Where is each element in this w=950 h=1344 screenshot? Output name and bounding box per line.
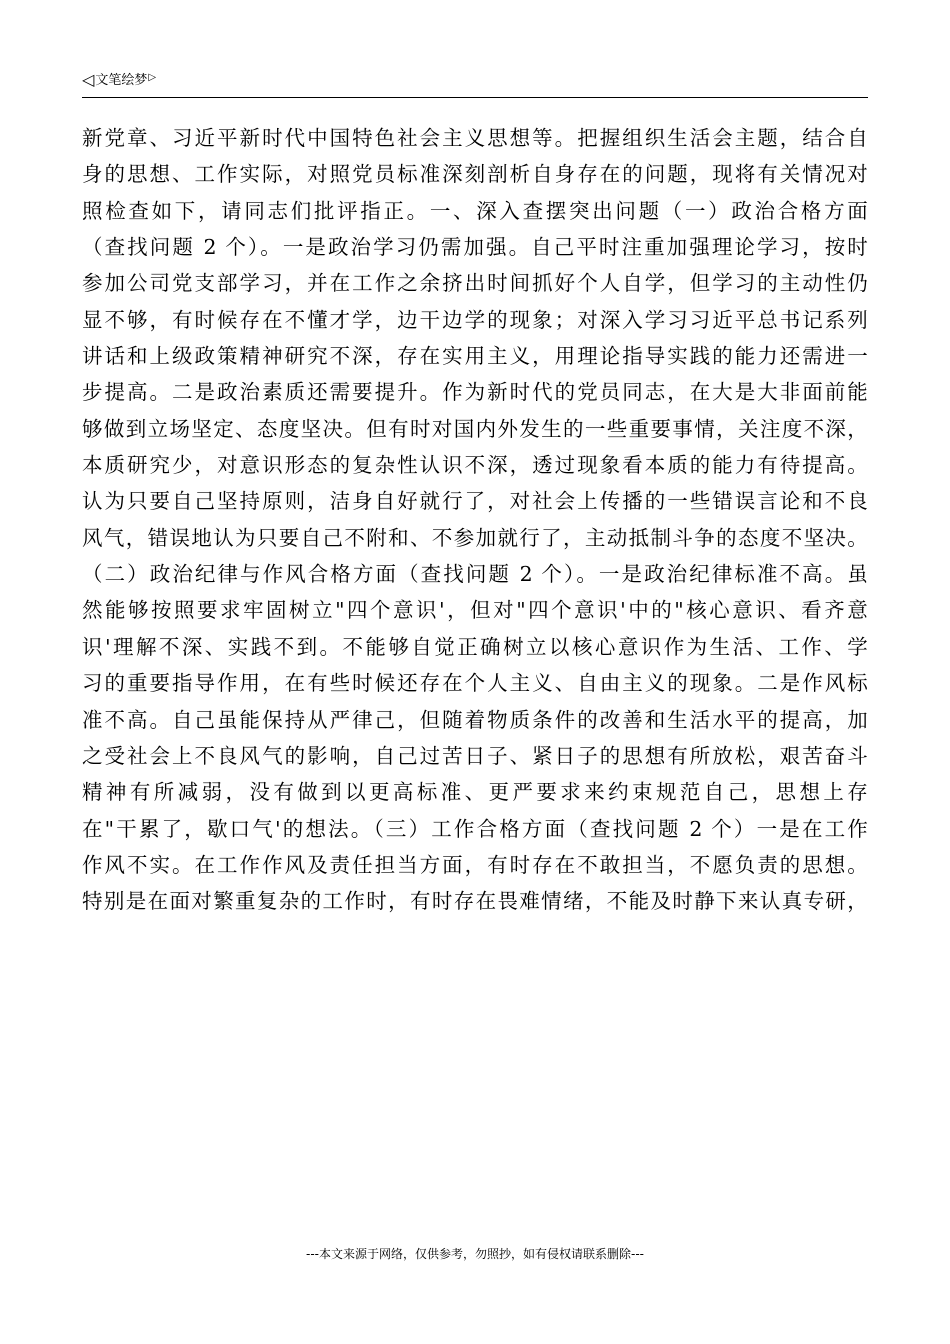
body-line: 之受社会上不良风气的影响，自己过苦日子、紧日子的思想有所放松，艰苦奋斗 (82, 743, 868, 768)
page-footer-disclaimer: ---本文来源于网络，仅供参考，勿照抄，如有侵权请联系删除--- (306, 1247, 644, 1261)
body-line: 准不高。自己虽能保持从严律己，但随着物质条件的改善和生活水平的提高，加 (82, 707, 868, 732)
right-triangle-icon: ▷ (148, 72, 157, 83)
body-line: 特别是在面对繁重复杂的工作时，有时存在畏难情绪，不能及时静下来认真专研， (82, 889, 868, 914)
body-line: （查找问题 2 个）。一是政治学习仍需加强。自己平时注重加强理论学习，按时 (82, 235, 868, 260)
body-line: 参加公司党支部学习，并在工作之余挤出时间抓好个人自学，但学习的主动性仍 (82, 271, 868, 296)
body-line: 够做到立场坚定、态度坚决。但有时对国内外发生的一些重要事情，关注度不深， (82, 416, 868, 441)
header-title: 文笔绘梦 (95, 73, 148, 88)
body-line: 精神有所减弱，没有做到以更高标准、更严要求来约束规范自己，思想上存 (82, 780, 868, 805)
body-line: 新党章、习近平新时代中国特色社会主义思想等。把握组织生活会主题，结合自 (82, 126, 868, 150)
body-line: （二）政治纪律与作风合格方面（查找问题 2 个）。一是政治纪律标准不高。虽 (82, 562, 868, 587)
body-line: 身的思想、工作实际，对照党员标准深刻剖析自身存在的问题，现将有关情况对 (82, 162, 868, 187)
body-line: 本质研究少，对意识形态的复杂性认识不深，透过现象看本质的能力有待提高。 (82, 453, 868, 478)
body-line: 然能够按照要求牢固树立"四个意识'，但对"四个意识'中的"核心意识、看齐意 (82, 598, 868, 623)
body-line: 显不够，有时候存在不懂才学，边干边学的现象；对深入学习习近平总书记系列 (82, 307, 868, 332)
body-line: 风气，错误地认为只要自己不附和、不参加就行了，主动抵制斗争的态度不坚决。 (82, 525, 868, 550)
left-triangle-icon: ◁ (82, 70, 95, 89)
body-line: 步提高。二是政治素质还需要提升。作为新时代的党员同志，在大是大非面前能 (82, 380, 868, 405)
body-line: 识'理解不深、实践不到。不能够自觉正确树立以核心意识作为生活、工作、学 (82, 634, 868, 659)
body-line: 作风不实。在工作作风及责任担当方面，有时存在不敢担当，不愿负责的思想。 (82, 852, 868, 877)
body-line: 习的重要指导作用，在有些时候还存在个人主义、自由主义的现象。二是作风标 (82, 671, 868, 696)
body-line: 认为只要自己坚持原则，洁身自好就行了，对社会上传播的一些错误言论和不良 (82, 489, 868, 514)
document-body (82, 120, 868, 920)
body-line: 在"干累了，歇口气'的想法。（三）工作合格方面（查找问题 2 个）一是在工作 (82, 816, 868, 841)
body-line: 照检查如下，请同志们批评指正。一、深入查摆突出问题（一）政治合格方面 (82, 198, 868, 223)
page-header (82, 72, 868, 98)
body-line: 讲话和上级政策精神研究不深，存在实用主义，用理论指导实践的能力还需进一 (82, 344, 868, 369)
